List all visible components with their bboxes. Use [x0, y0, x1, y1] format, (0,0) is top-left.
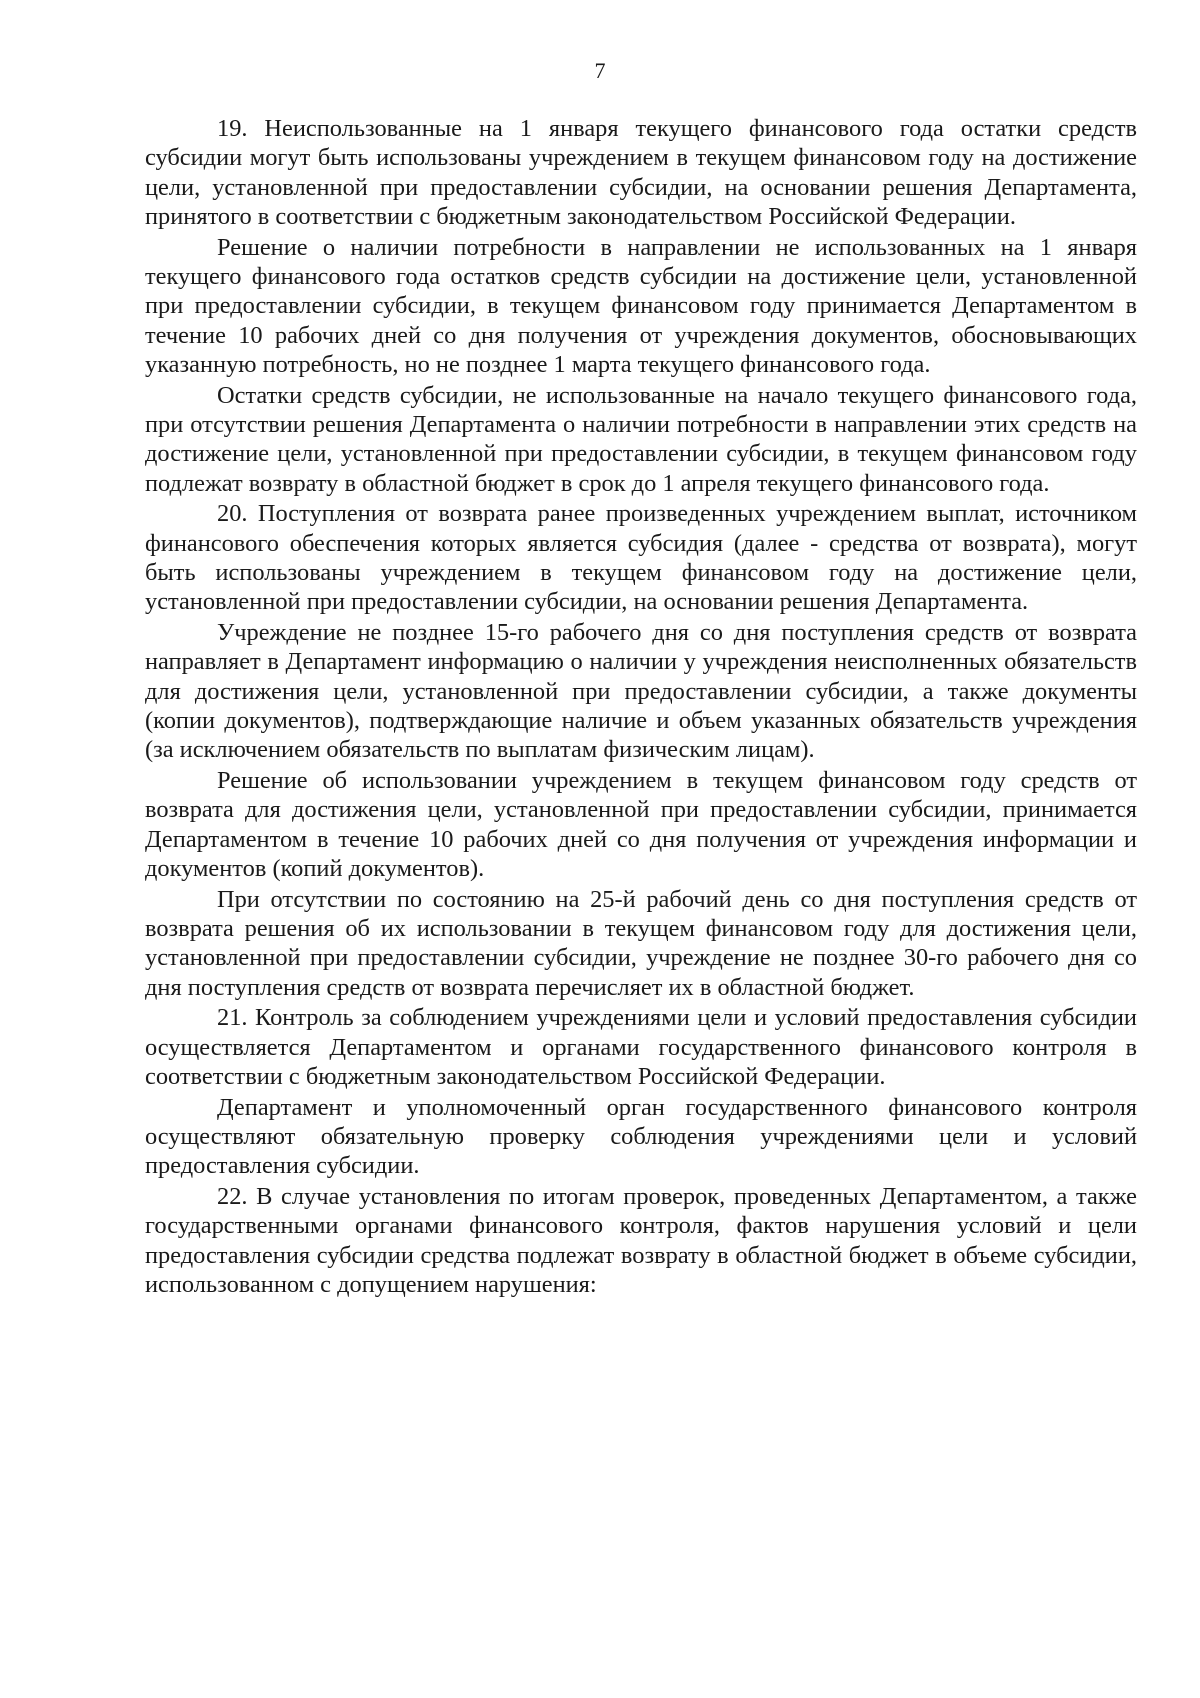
paragraph-19: 19. Неиспользованные на 1 января текущего финансового года остатки средств субсидии могут быть использованы учреждением в текущем финансовом году на достижение цели, установленной при предоставлении субсидии, на основании решения Департамента, принятого в соответствии с бюджетным законодательством Российской Федерации.	[145, 115, 1137, 230]
paragraph-19-return-remainders: Остатки средств субсидии, не использованные на начало текущего финансового года, при отсутствии решения Департамента о наличии потребности в направлении этих средств на достижение цели, установленной при предоставлении субсидии, в текущем финансовом году подлежат возврату в областной бюджет в срок до 1 апреля текущего финансового года.	[145, 381, 1137, 497]
paragraph-21: 21. Контроль за соблюдением учреждениями цели и условий предоставления субсидии осуществляется Департаментом и органами государственного финансового контроля в соответствии с бюджетным законодательством Российской Федерации.	[145, 1004, 1137, 1090]
paragraph-20-transfer-to-budget: При отсутствии по состоянию на 25-й рабочий день со дня поступления средств от возврата решения об их использовании в текущем финансовом году для достижения цели, установленной при предоставлении субсидии, учреждение не позднее 30-го рабочего дня со дня поступления средств от возврата перечисляет их в областной бюджет.	[145, 885, 1137, 1001]
paragraph-19-need-decision: Решение о наличии потребности в направлении не использованных на 1 января текущего финансового года остатков средств субсидии на достижение цели, установленной при предоставлении субсидии, в текущем финансовом году принимается Департаментом в течение 10 рабочих дней со дня получения от учреждения документов, обосновывающих указанную потребность, но не позднее 1 марта текущего финансового года.	[145, 233, 1137, 378]
paragraph-20-institution-info: Учреждение не позднее 15-го рабочего дня со дня поступления средств от возврата направляет в Департамент информацию о наличии у учреждения неисполненных обязательств для достижения цели, установленной при предоставлении субсидии, а также документы (копии документов), подтверждающие наличие и объем указанных обязательств учреждения (за исключением обязательств по выплатам физическим лицам).	[145, 619, 1137, 764]
document-body	[145, 114, 1137, 1301]
page-number: 7	[594, 58, 606, 83]
paragraph-22: 22. В случае установления по итогам проверок, проведенных Департаментом, а также государственными органами финансового контроля, фактов нарушения условий и цели предоставления субсидии средства подлежат возврату в областной бюджет в объеме субсидии, использованном с допущением нарушения:	[145, 1183, 1137, 1299]
paragraph-20-usage-decision: Решение об использовании учреждением в текущем финансовом году средств от возврата для достижения цели, установленной при предоставлении субсидии, принимается Департаментом в течение 10 рабочих дней со дня получения от учреждения информации и документов (копий документов).	[145, 767, 1137, 882]
paragraph-20: 20. Поступления от возврата ранее произведенных учреждением выплат, источником финансового обеспечения которых является субсидия (далее - средства от возврата), могут быть использованы учреждением в текущем финансовом году на достижение цели, установленной при предоставлении субсидии, на основании решения Департамента.	[145, 500, 1137, 616]
paragraph-21-mandatory-check: Департамент и уполномоченный орган государственного финансового контроля осуществляют обязательную проверку соблюдения учреждениями цели и условий предоставления субсидии.	[145, 1093, 1137, 1180]
